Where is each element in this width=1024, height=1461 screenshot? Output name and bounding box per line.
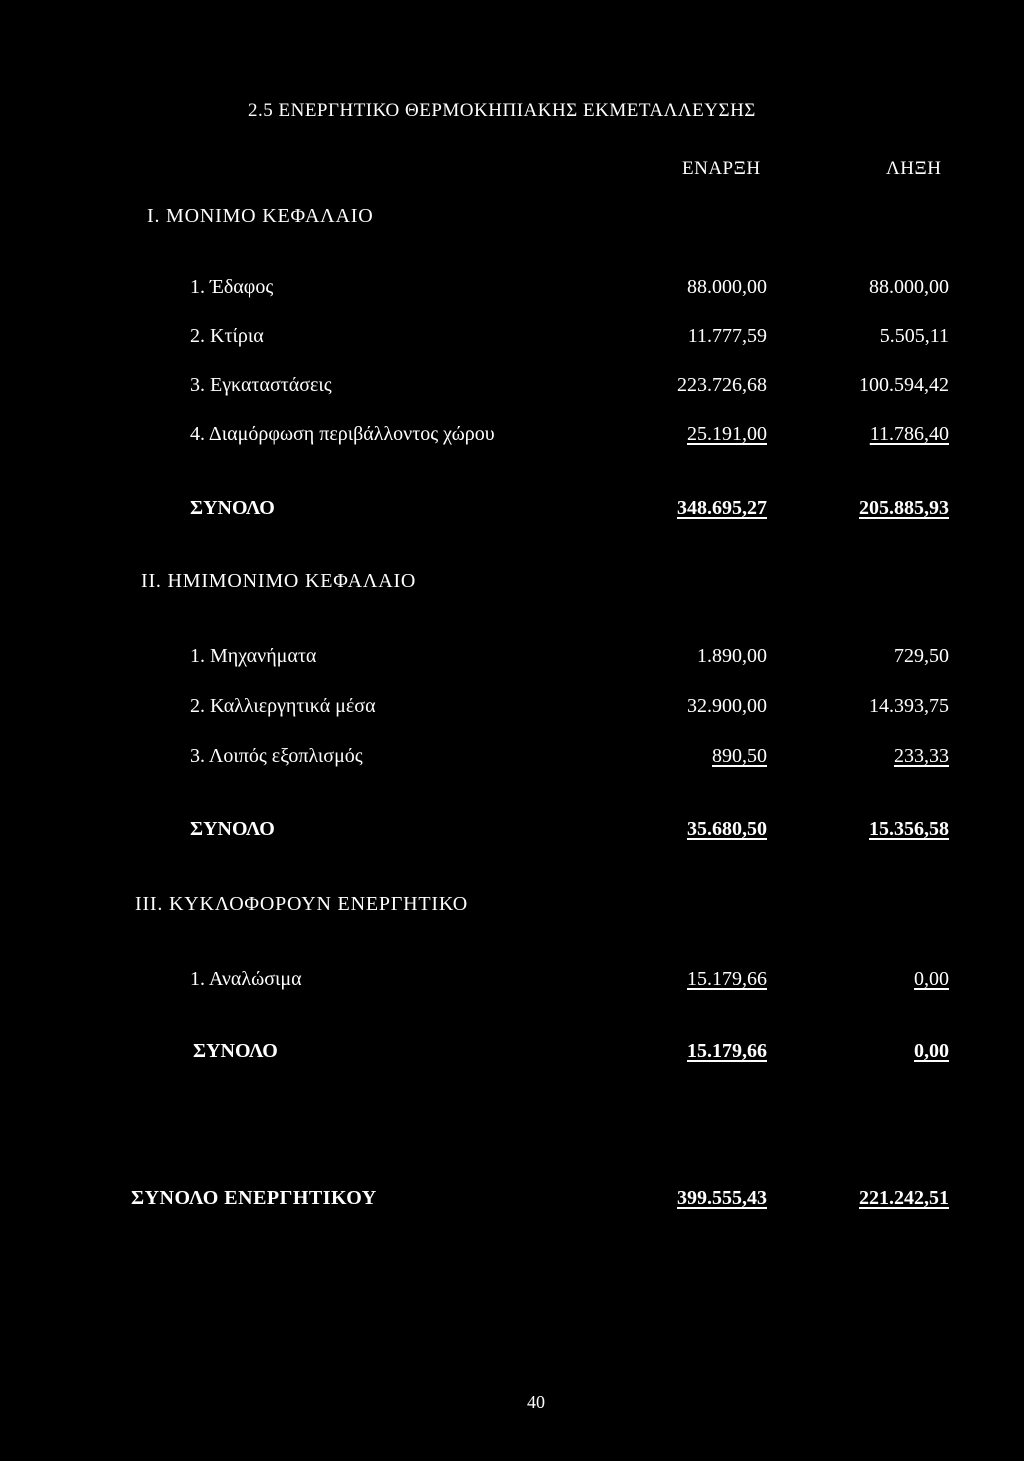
row-value-end: 5.505,11	[879, 325, 949, 347]
column-header-end: ΛΗΞΗ	[886, 158, 942, 179]
row-value-start: 11.777,59	[687, 325, 767, 347]
section-heading-semi-fixed-capital: ΙΙ. ΗΜΙΜΟΝΙΜΟ ΚΕΦΑΛΑΙΟ	[141, 570, 417, 592]
row-label: 3. Εγκαταστάσεις	[190, 374, 332, 396]
row-value-end: 729,50	[894, 645, 949, 667]
row-value-end: 233,33	[894, 745, 949, 767]
subtotal-value-end: 0,00	[914, 1040, 949, 1062]
row-value-end: 88.000,00	[869, 276, 949, 298]
row-value-start: 25.191,00	[687, 423, 767, 445]
row-value-start: 88.000,00	[687, 276, 767, 298]
subtotal-value-start: 35.680,50	[687, 818, 767, 840]
subtotal-value-start: 348.695,27	[677, 497, 767, 519]
row-label: 1. Αναλώσιμα	[190, 968, 302, 990]
row-label: 2. Καλλιεργητικά μέσα	[190, 695, 376, 717]
section-heading-current-assets: ΙΙΙ. ΚΥΚΛΟΦΟΡΟΥΝ ΕΝΕΡΓΗΤΙΚΟ	[135, 893, 468, 915]
subtotal-value-end: 15.356,58	[869, 818, 949, 840]
row-value-start: 15.179,66	[687, 968, 767, 990]
grand-total-value-start: 399.555,43	[677, 1187, 767, 1209]
row-label: 2. Κτίρια	[190, 325, 264, 347]
subtotal-label: ΣΥΝΟΛΟ	[190, 497, 275, 519]
row-label: 1. Έδαφος	[190, 276, 274, 298]
row-value-start: 223.726,68	[677, 374, 767, 396]
page-number: 40	[527, 1392, 545, 1412]
grand-total-value-end: 221.242,51	[859, 1187, 949, 1209]
row-value-start: 1.890,00	[697, 645, 767, 667]
row-value-end: 11.786,40	[869, 423, 949, 445]
page-title: 2.5 ΕΝΕΡΓΗΤΙΚΟ ΘΕΡΜΟΚΗΠΙΑΚΗΣ ΕΚΜΕΤΑΛΛΕΥΣΗΣ	[248, 100, 756, 121]
subtotal-value-start: 15.179,66	[687, 1040, 767, 1062]
subtotal-label: ΣΥΝΟΛΟ	[190, 818, 275, 840]
grand-total-label: ΣΥΝΟΛΟ ΕΝΕΡΓΗΤΙΚΟΥ	[131, 1187, 377, 1209]
row-label: 4. Διαμόρφωση περιβάλλοντος χώρου	[190, 423, 495, 445]
column-header-start: ΕΝΑΡΞΗ	[682, 158, 761, 179]
subtotal-label: ΣΥΝΟΛΟ	[193, 1040, 278, 1062]
row-value-start: 890,50	[712, 745, 767, 767]
row-value-start: 32.900,00	[687, 695, 767, 717]
section-heading-fixed-capital: Ι. ΜΟΝΙΜΟ ΚΕΦΑΛΑΙΟ	[147, 205, 374, 227]
row-value-end: 14.393,75	[869, 695, 949, 717]
row-value-end: 0,00	[914, 968, 949, 990]
row-label: 3. Λοιπός εξοπλισμός	[190, 745, 363, 767]
row-value-end: 100.594,42	[859, 374, 949, 396]
subtotal-value-end: 205.885,93	[859, 497, 949, 519]
row-label: 1. Μηχανήματα	[190, 645, 317, 667]
